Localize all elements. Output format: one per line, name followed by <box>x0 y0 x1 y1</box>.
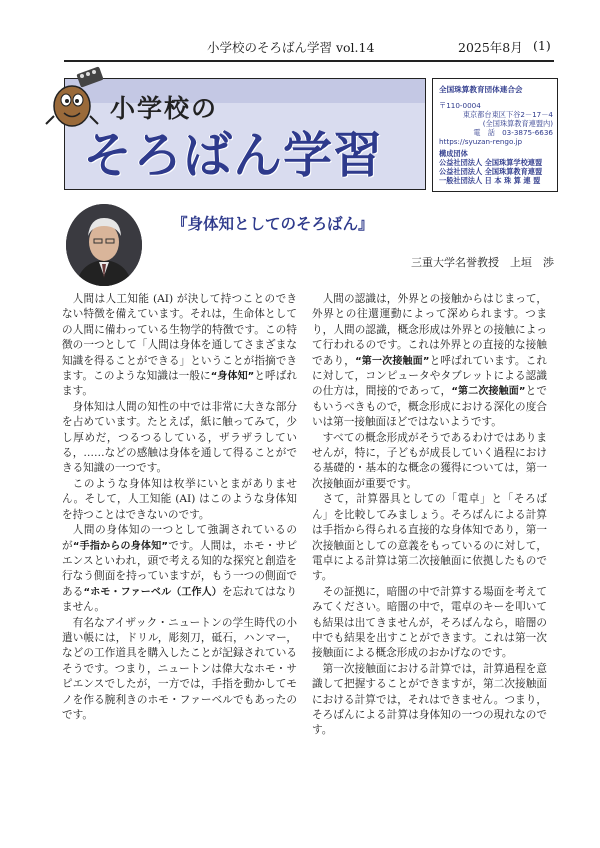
logo-banner <box>64 78 426 190</box>
org-address: 東京都台東区下谷2－17－4 <box>462 110 553 119</box>
author-photo <box>66 204 142 286</box>
org-member-2: 公益社団法人 全国珠算教育連盟 <box>439 167 543 176</box>
organization-info <box>432 78 558 192</box>
paragraph: さて，計算器具としての「電卓」と「そろばん」を比較してみましょう。そろばんによる計算は手指から得られる直接的な身体知であり，第一次接触面としての意義をもっているのに対して，電卓による計算は第二次接触面に依拠したものです。 <box>312 493 547 583</box>
logo-line-2: そろばん学習 <box>83 127 384 184</box>
org-phone: 電 話 03-3875-6636 <box>473 128 553 137</box>
article-column-left <box>62 292 297 723</box>
paragraph: すべての概念形成がそうであるわけではありませんが，特に，子どもが成長していく過程における基礎的・基本的な概念の獲得については，第一次接触面が重要です。 <box>312 431 547 490</box>
publication-title: 小学校のそろばん学習 vol.14 <box>207 40 375 55</box>
org-address-note: (全国珠算教育連盟内) <box>482 119 553 128</box>
org-members-label: 構成団体 <box>439 149 468 158</box>
paragraph: 第一次接触面における計算では，計算過程を意識して把握することができますが，第二次接触面における計算では，それはできません。つまり，そろばんによる計算は身体知の一つの現れなのです。 <box>312 662 547 737</box>
article-author: 三重大学名誉教授 上垣 渉 <box>411 256 554 269</box>
org-name: 全国珠算教育団体連合会 <box>439 85 523 94</box>
paragraph: 人間の認識は，外界との接触からはじまって，外界との往還運動によって深められます。つまり，人間の認識，概念形成は外界との接触によって行われるのです。これは外界との直接的な接触であり，“第一次接触面”と呼ばれています。これに対して，コンピュータやタブレットによる認識の仕方は，間接的であって，“第二次接触面”とでもいうべきもので，概念形成における深化の度合いは第一接触面ほどではないようです。 <box>312 293 547 429</box>
article-title: 『身体知としてのそろばん』 <box>172 215 374 233</box>
issue-date: 2025年8月 <box>458 40 523 55</box>
article-column-right <box>312 292 547 739</box>
header-rule <box>64 60 554 62</box>
paragraph: 人間は人工知能 (AI) が決して持つことのできない特徴を備えています。それは，生命体としての人間に備わっている生物学的特徴です。この特徴の一つとして「人間は身体を通してさまざまな知識を得ることができる」ということが指摘できます。このような知識は一般に“身体知”と呼ばれます。 <box>62 293 298 398</box>
org-member-1: 公益社団法人 全国珠算学校連盟 <box>439 158 543 167</box>
paragraph: その証拠に，暗闇の中で計算する場面を考えてみてください。暗闇の中で，電卓のキーを叩いても結果は出てきませんが，そろばんなら，暗闇の中でも結果を出すことができます。これは第一次接触面による概念形成のおかげなのです。 <box>312 585 547 660</box>
paragraph: 有名なアイザック・ニュートンの学生時代の小遣い帳には，ドリル，彫刻刀，砥石，ハンマー，などの工作道具を購入したことが記録されているそうです。つまり，ニュートンは偉大なホモ・サピエンスでしたが，一方では，手指を動かしてモノを作る腕利きのホモ・ファーベルでもあったのです。 <box>62 616 297 721</box>
org-member-3: 一般社団法人 日 本 珠 算 連 盟 <box>439 176 541 185</box>
paragraph: 人間の身体知の一つとして強調されているのが“手指からの身体知”です。人間は，ホモ・サピエンスといわれ，頭で考える知的な探究と創造を行なう側面を持っていますが，もう一つの側面である“ホモ・ファーベル（工作人）を忘れてはなりません。 <box>62 524 298 614</box>
logo-line-1: 小学校の <box>110 94 219 123</box>
abacus-mascot-icon <box>42 66 108 132</box>
page-number: (1) <box>533 38 551 53</box>
paragraph: 身体知は人間の知性の中では非常に大きな部分を占めています。たとえば，紙に触ってみて，少し厚めだ，つるつるしている，ザラザラしている，……などの感触は身体を通して得ることができる知識の一つです。 <box>62 400 297 475</box>
org-postal: 〒110-0004 <box>439 101 481 110</box>
org-url[interactable]: https://syuzan-rengo.jp <box>439 137 523 146</box>
paragraph: このような身体知は枚挙にいとまがありません。そして，人工知能 (AI) はこのような身体知を持つことはできないのです。 <box>62 477 297 521</box>
